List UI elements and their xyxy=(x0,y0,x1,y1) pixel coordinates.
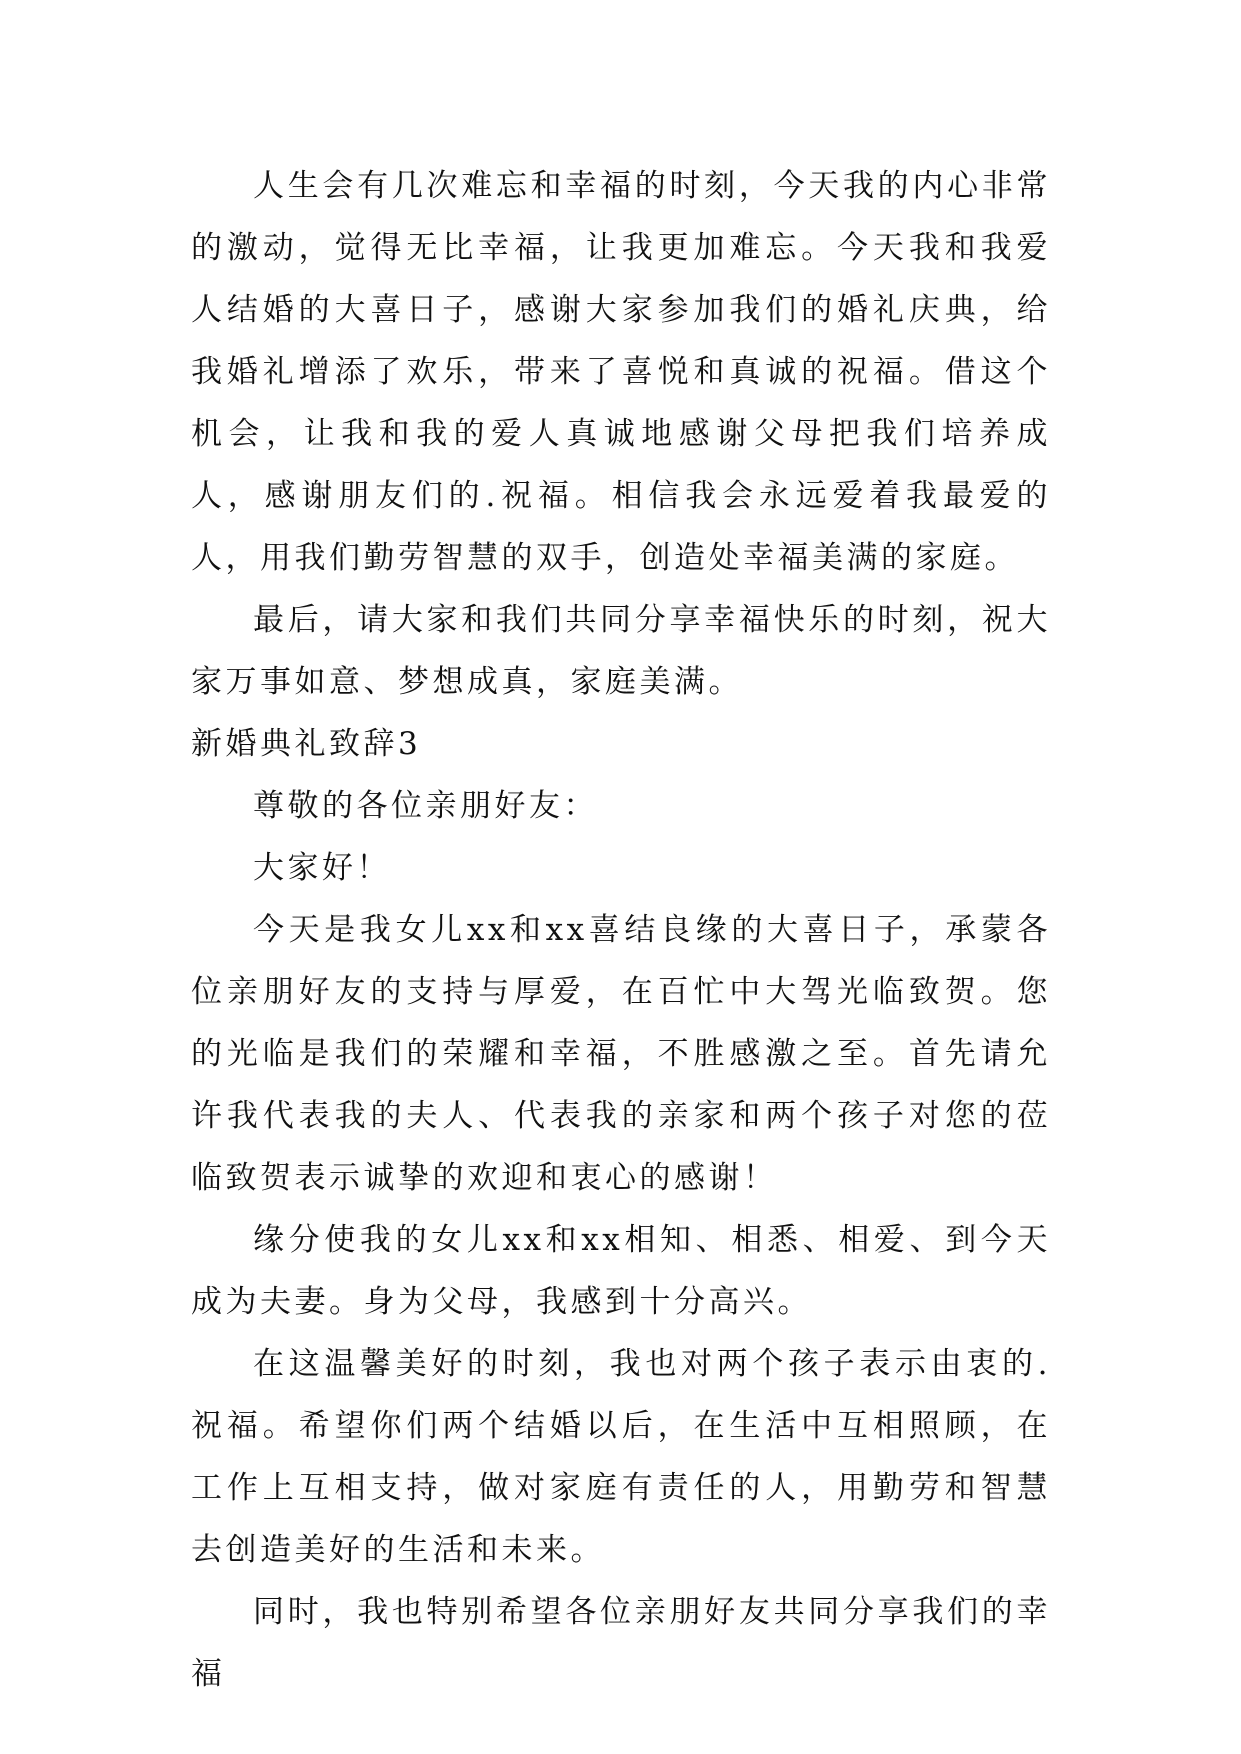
greeting: 大家好！ xyxy=(253,850,391,886)
paragraph: 最后，请大家和我们共同分享幸福快乐的时刻，祝大家万事如意、梦想成真，家庭美满。 xyxy=(191,602,1051,700)
paragraph: 缘分使我的女儿xx和xx相知、相悉、相爱、到今天成为夫妻。身为父母，我感到十分高兴。 xyxy=(191,1222,1051,1320)
paragraph: 今天是我女儿xx和xx喜结良缘的大喜日子，承蒙各位亲朋好友的支持与厚爱，在百忙中大驾光临致贺。您的光临是我们的荣耀和幸福，不胜感激之至。首先请允许我代表我的夫人、代表我的亲家和两个孩子对您的莅临致贺表示诚挚的欢迎和衷心的感谢！ xyxy=(191,912,1051,1196)
salutation: 尊敬的各位亲朋好友： xyxy=(253,788,598,824)
paragraph: 在这温馨美好的时刻，我也对两个孩子表示由衷的.祝福。希望你们两个结婚以后，在生活中互相照顾，在工作上互相支持，做对家庭有责任的人，用勤劳和智慧去创造美好的生活和未来。 xyxy=(191,1346,1051,1568)
paragraph: 同时，我也特别希望各位亲朋好友共同分享我们的幸福 xyxy=(191,1594,1051,1692)
document-body xyxy=(191,155,1051,1705)
paragraph: 人生会有几次难忘和幸福的时刻，今天我的内心非常的激动，觉得无比幸福，让我更加难忘。今天我和我爱人结婚的大喜日子，感谢大家参加我们的婚礼庆典，给我婚礼增添了欢乐，带来了喜悦和真诚的祝福。借这个机会，让我和我的爱人真诚地感谢父母把我们培养成人，感谢朋友们的.祝福。相信我会永远爱着我最爱的人，用我们勤劳智慧的双手，创造处幸福美满的家庭。 xyxy=(191,168,1051,576)
section-title: 新婚典礼致辞3 xyxy=(191,726,422,762)
